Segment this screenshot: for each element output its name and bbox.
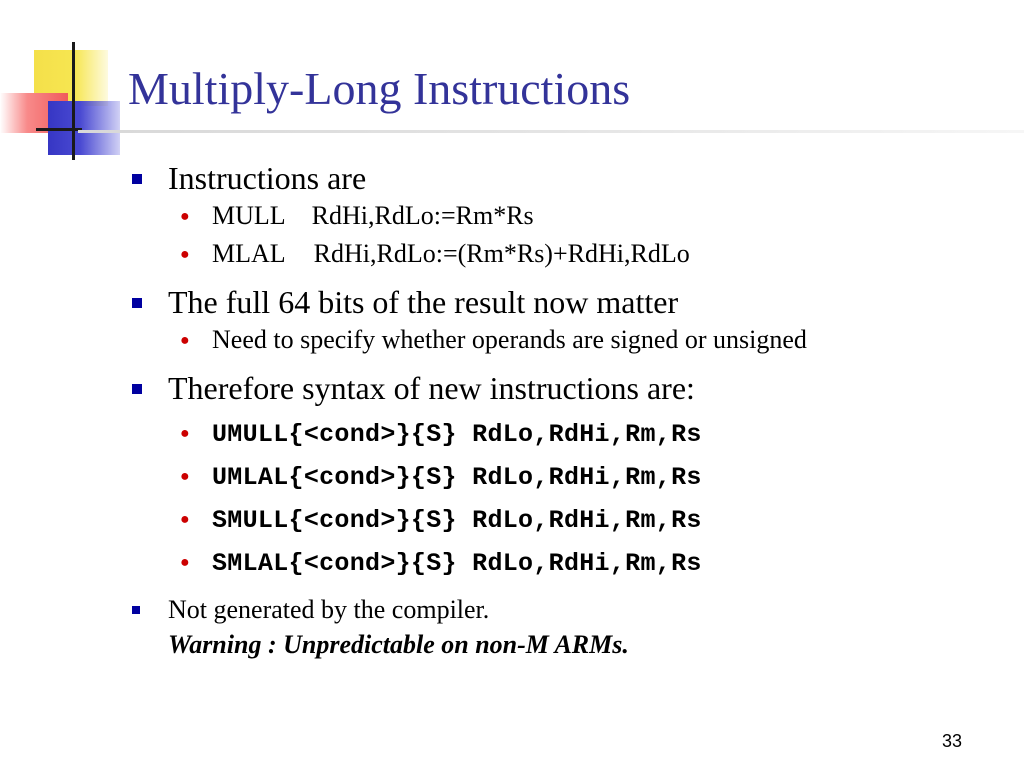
warning-note: Warning : Unpredictable on non-M ARMs. (168, 630, 629, 659)
page-number: 33 (941, 731, 962, 751)
bullet-text: Not generated by the compiler. (168, 595, 490, 624)
instruction-syntax: SMULL{<cond>}{S} RdLo,RdHi,Rm,Rs (212, 506, 702, 535)
square-bullet-icon (132, 384, 142, 394)
bullet-text: The full 64 bits of the result now matter (168, 284, 679, 320)
instruction-syntax: UMULL{<cond>}{S} RdLo,RdHi,Rm,Rs (212, 420, 702, 449)
square-bullet-icon (132, 174, 142, 184)
sub-bullet-smlal (128, 541, 988, 584)
round-bullet-icon (180, 512, 190, 528)
sub-bullet-smull (128, 498, 988, 541)
bullet-text: Instructions are (168, 160, 367, 196)
logo-horizontal-line (36, 128, 82, 131)
sub-bullet-signed-unsigned (128, 324, 912, 356)
round-bullet-icon (180, 333, 190, 349)
instruction-expr: RdHi,RdLo:=(Rm*Rs)+RdHi,RdLo (313, 239, 690, 268)
round-bullet-icon (180, 555, 190, 571)
instruction-op: MLAL (212, 239, 286, 268)
square-bullet-icon (132, 298, 142, 308)
title-divider (78, 130, 1024, 133)
bullet-text: Therefore syntax of new instructions are: (168, 370, 695, 406)
instruction-op: MULL (212, 201, 286, 230)
slide-title: Multiply-Long Instructions (128, 63, 631, 114)
instruction-expr: RdHi,RdLo:=Rm*Rs (311, 201, 534, 230)
round-bullet-icon (180, 426, 190, 442)
round-bullet-icon (180, 469, 190, 485)
bullet-instructions-are (128, 158, 988, 198)
instruction-syntax: SMLAL{<cond>}{S} RdLo,RdHi,Rm,Rs (212, 549, 702, 578)
sub-bullet-text: Need to specify whether operands are signed or unsigned (212, 325, 807, 354)
sub-bullet-umull (128, 412, 988, 455)
instruction-syntax: UMLAL{<cond>}{S} RdLo,RdHi,Rm,Rs (212, 463, 702, 492)
bullet-not-generated (128, 592, 988, 628)
bullet-full-64-bits (128, 282, 988, 322)
slide-body (128, 150, 988, 662)
square-bullet-icon (132, 606, 140, 614)
sub-bullet-mlal (128, 238, 988, 270)
sub-bullet-mull (128, 200, 988, 232)
bullet-syntax (128, 368, 988, 408)
round-bullet-icon (180, 209, 190, 225)
logo-vertical-line (72, 42, 75, 160)
round-bullet-icon (180, 247, 190, 263)
sub-bullet-umlal (128, 455, 988, 498)
